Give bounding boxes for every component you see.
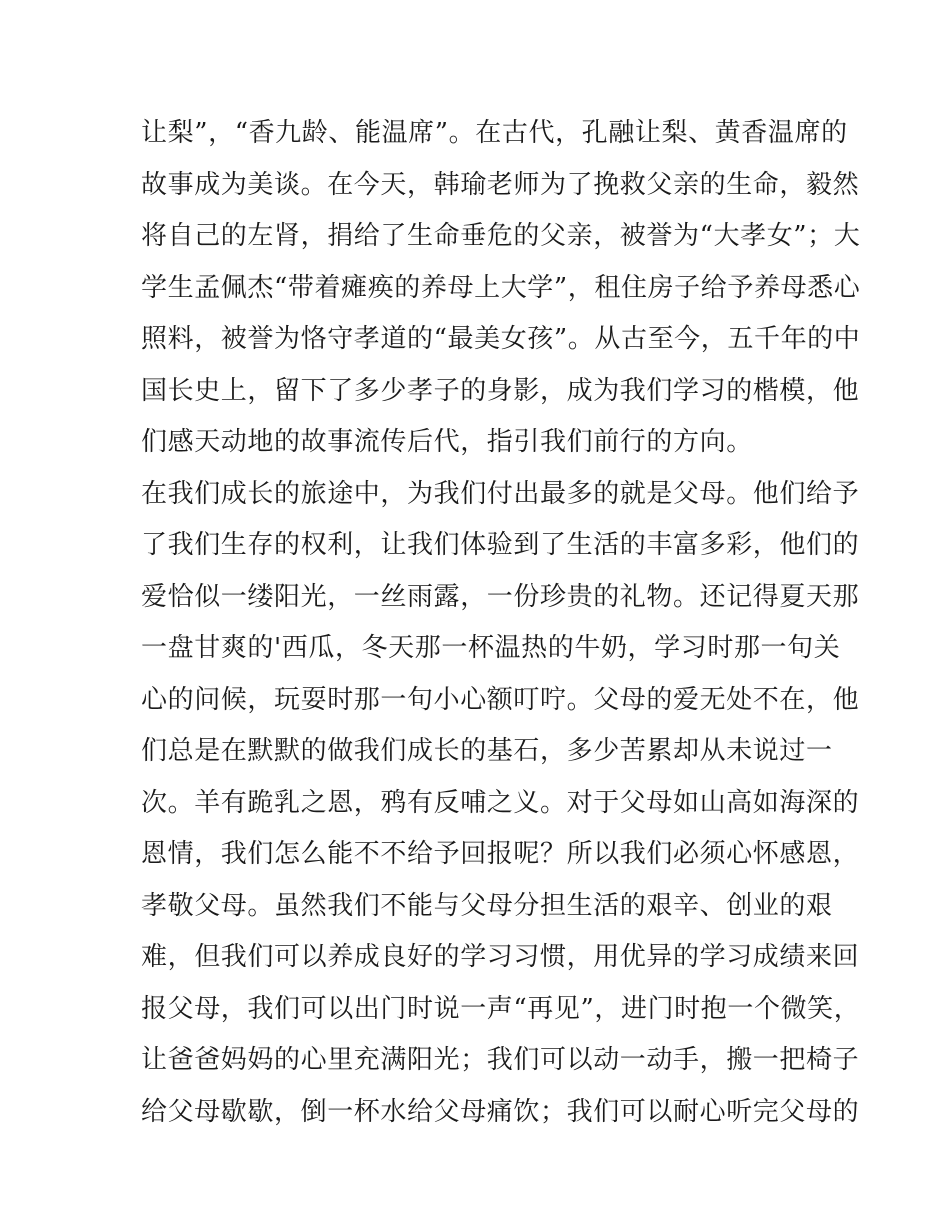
- text-line: 们总是在默默的做我们成长的基石，多少苦累却从未说过一: [141, 736, 833, 766]
- text-line: 次。羊有跪乳之恩，鸦有反哺之义。对于父母如山高如海深的: [141, 787, 860, 818]
- text-line: 爱恰似一缕阳光，一丝雨露，一份珍贵的礼物。还记得夏天那: [141, 581, 860, 612]
- text-line: 照料，被誉为恪守孝道的“最美女孩”。从古至今，五千年的中: [141, 324, 861, 354]
- text-line: 国长史上，留下了多少孝子的身影，成为我们学习的楷模，他: [141, 375, 860, 406]
- text-line: 孝敬父母。虽然我们不能与父母分担生活的艰辛、创业的艰: [141, 890, 833, 921]
- text-line: 让梨”，“香九龄、能温席”。在古代，孔融让梨、黄香温席的: [141, 118, 848, 148]
- text-line: 将自己的左肾，捐给了生命垂危的父亲，被誉为“大孝女”；大: [141, 221, 861, 251]
- text-line: 难，但我们可以养成良好的学习习惯，用优异的学习成绩来回: [141, 942, 860, 972]
- text-line: 报父母，我们可以出门时说一声“再见”，进门时抱一个微笑，: [141, 993, 861, 1024]
- text-line: 一盘甘爽的'西瓜，冬天那一杯温热的牛奶，学习时那一句关: [141, 633, 841, 663]
- text-line: 学生孟佩杰“带着瘫痪的养母上大学”，租住房子给予养母悉心: [141, 272, 861, 303]
- text-line: 心的问候，玩耍时那一句小心额叮咛。父母的爱无处不在，他: [141, 684, 860, 715]
- text-line: 故事成为美谈。在今天，韩瑜老师为了挽救父亲的生命，毅然: [141, 169, 860, 200]
- text-line: 在我们成长的旅途中，为我们付出最多的就是父母。他们给予: [141, 478, 860, 509]
- text-line: 恩情，我们怎么能不不给予回报呢？所以我们必须心怀感恩，: [141, 839, 860, 869]
- text-line: 们感天动地的故事流传后代，指引我们前行的方向。: [141, 427, 753, 457]
- text-line: 让爸爸妈妈的心里充满阳光；我们可以动一动手，搬一把椅子: [141, 1045, 860, 1075]
- body-text: [141, 108, 861, 1138]
- text-line: 了我们生存的权利，让我们体验到了生活的丰富多彩，他们的: [141, 530, 860, 560]
- text-line: 给父母歇歇，倒一杯水给父母痛饮；我们可以耐心听完父母的: [141, 1096, 860, 1127]
